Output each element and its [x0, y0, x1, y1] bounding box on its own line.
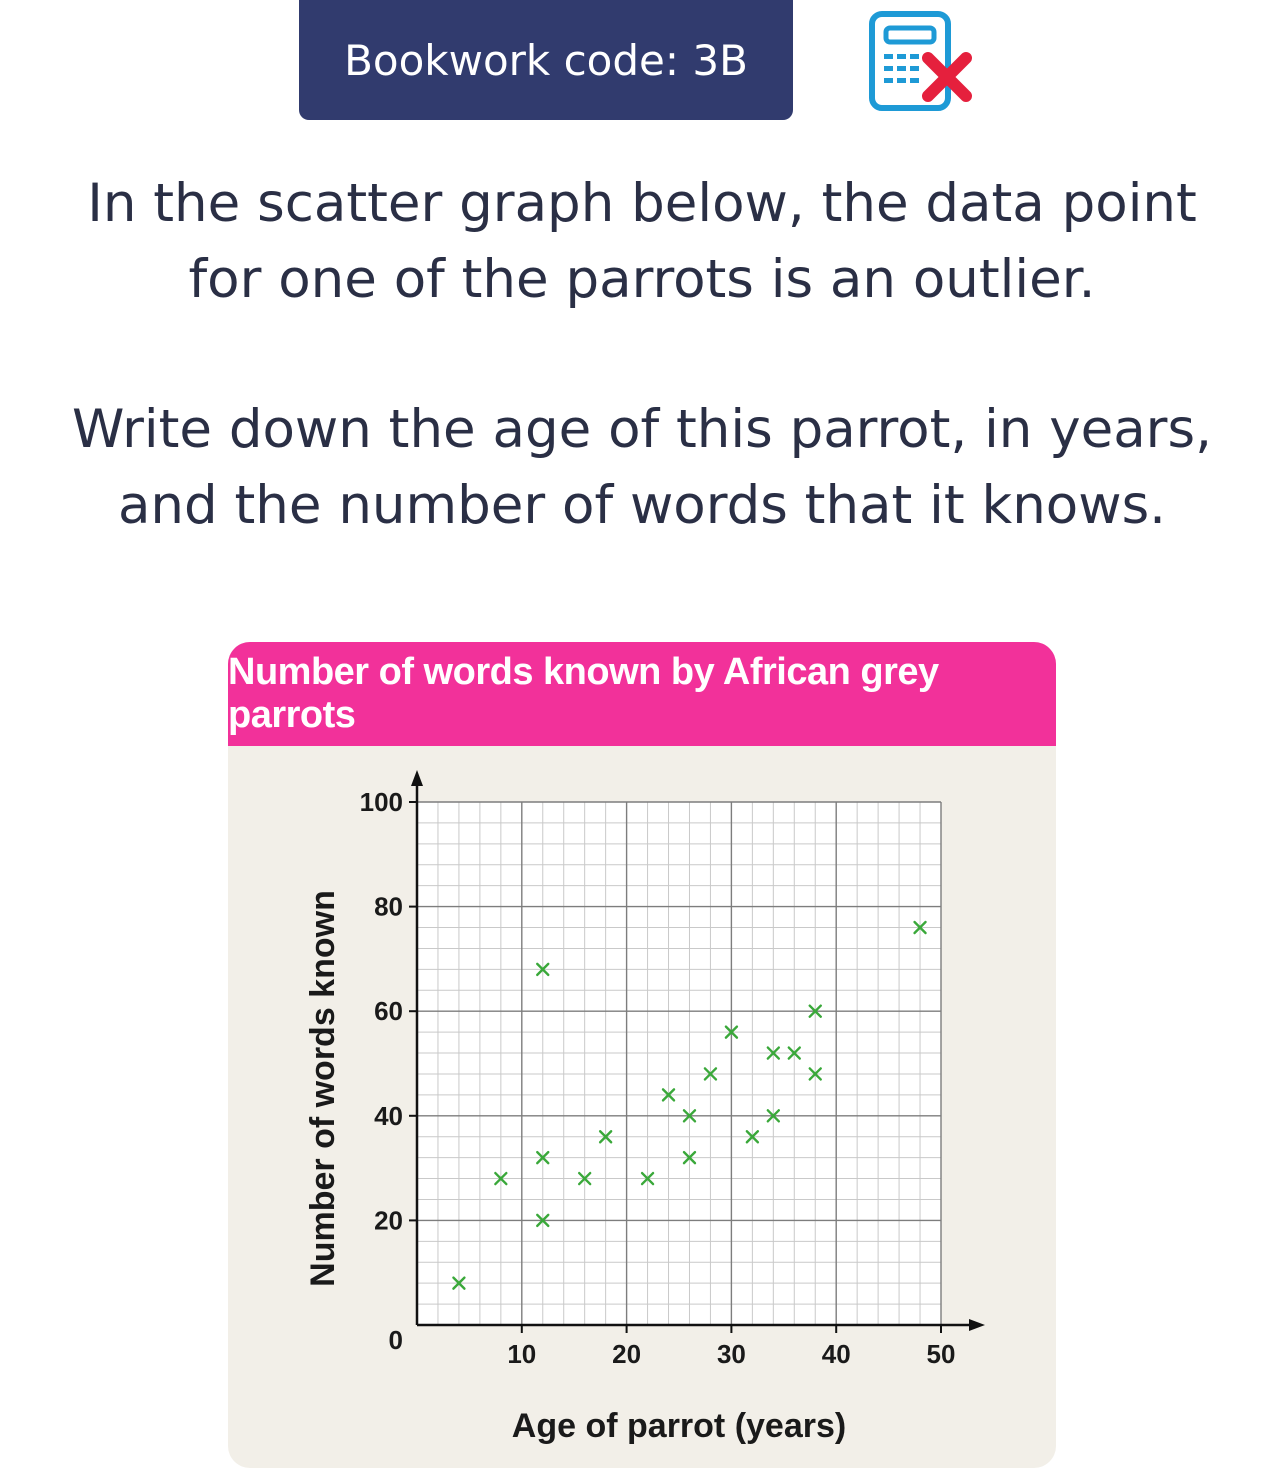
- question-text-part1: [0, 166, 1284, 318]
- x-axis-label: Age of parrot (years): [511, 1407, 847, 1445]
- scatter-chart: [228, 642, 1056, 1468]
- question-line: for one of the parrots is an outlier.: [188, 249, 1096, 310]
- y-axis-label: Number of words known: [304, 890, 342, 1287]
- question-line: and the number of words that it knows.: [117, 475, 1167, 536]
- chart-title: Number of words known by African grey parrots: [228, 642, 1056, 746]
- question-line: In the scatter graph below, the data point: [87, 173, 1197, 234]
- bookwork-code-badge: [299, 0, 793, 120]
- x-tick-label: 40: [821, 1339, 851, 1369]
- y-axis-arrow: [411, 770, 423, 786]
- y-tick-label: 80: [374, 891, 403, 922]
- x-axis-arrow: [969, 1319, 985, 1331]
- question-text-part2: [0, 392, 1284, 544]
- x-tick-label: 50: [926, 1339, 956, 1369]
- x-tick-label: 30: [716, 1339, 746, 1369]
- y-tick-label: 60: [374, 996, 403, 1027]
- bookwork-code-label: Bookwork code: 3B: [344, 35, 748, 85]
- scatter-chart-card: [228, 642, 1056, 1468]
- origin-label: 0: [388, 1325, 403, 1355]
- plot-area: [417, 802, 941, 1325]
- question-line: Write down the age of this parrot, in years,: [72, 399, 1212, 460]
- y-tick-label: 100: [359, 787, 403, 817]
- x-tick-label: 20: [612, 1339, 642, 1369]
- y-tick-label: 20: [374, 1205, 403, 1236]
- x-tick-label: 10: [507, 1339, 537, 1369]
- calculator-not-allowed-icon: [866, 6, 976, 116]
- y-tick-label: 40: [374, 1100, 403, 1131]
